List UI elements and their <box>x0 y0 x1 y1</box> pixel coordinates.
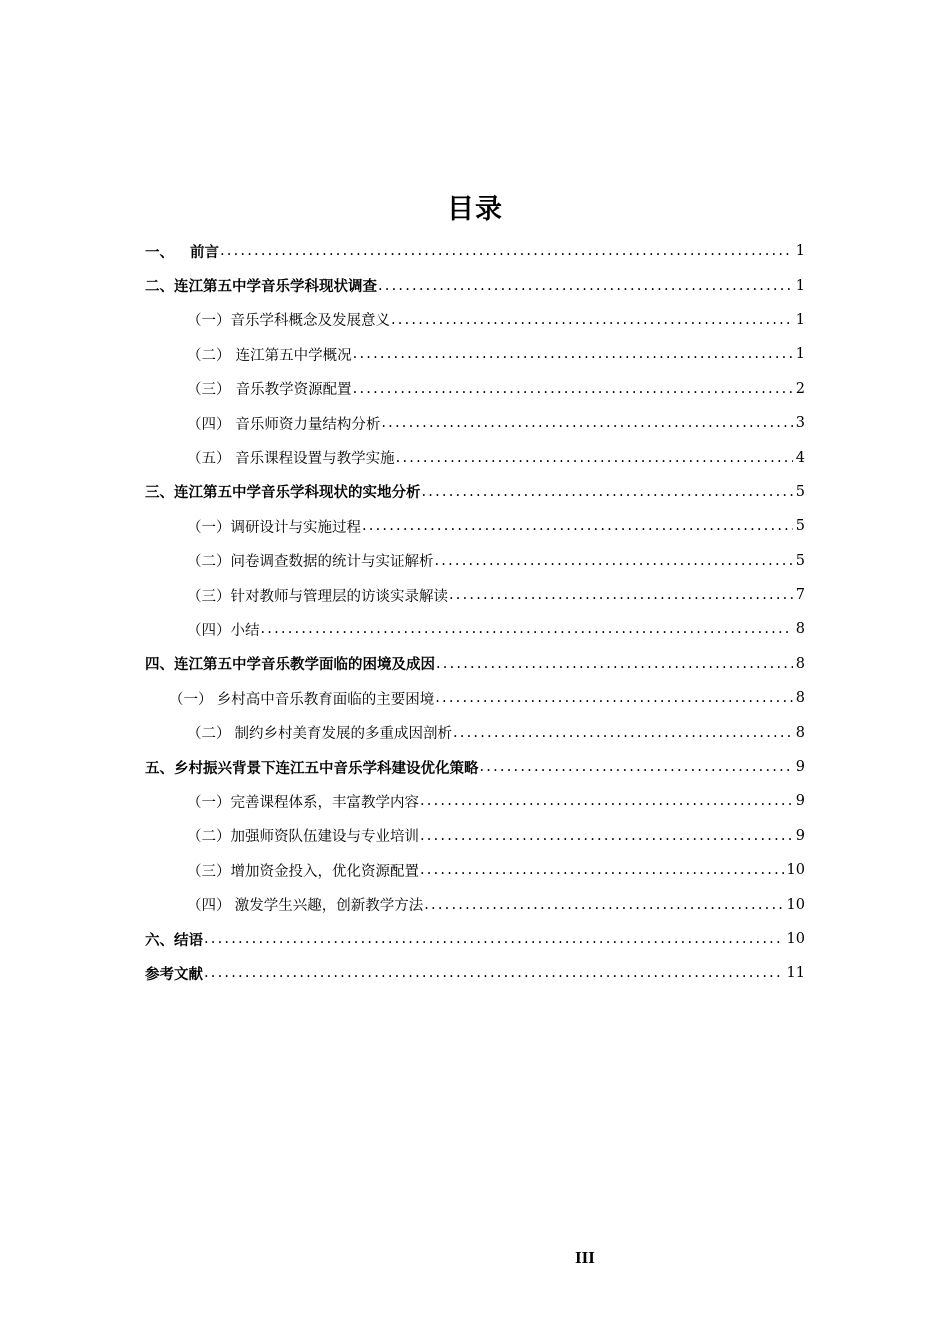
toc-entry-section-2[interactable] <box>145 268 805 302</box>
dot-leader <box>453 725 793 741</box>
toc-entry-text: 激发学生兴趣，创新教学方法 <box>234 898 424 915</box>
toc-entry-text: 音乐师资力量结构分析 <box>235 416 381 433</box>
toc-entry-text: （四）小结 <box>187 622 260 639</box>
toc-page-number: 7 <box>795 587 805 604</box>
toc-entry-number: （四） <box>187 898 231 915</box>
toc-entry-text: 音乐课程设置与教学实施 <box>235 451 395 468</box>
dot-leader <box>420 862 784 878</box>
toc-entry-text: 四、连江第五中学音乐教学面临的困境及成因 <box>145 657 435 674</box>
toc-entry-text: 音乐教学资源配置 <box>235 382 352 399</box>
toc-entry-number: （四） <box>187 416 231 433</box>
toc-page-number: 9 <box>795 793 805 810</box>
toc-page-number: 1 <box>795 311 805 328</box>
dot-leader <box>261 621 793 637</box>
toc-entry-section-3[interactable] <box>145 475 805 509</box>
toc-entry-text: 六、结语 <box>145 932 203 949</box>
toc-entry-references[interactable] <box>145 956 805 990</box>
toc-entry-2-5[interactable] <box>145 440 805 474</box>
toc-entry-5-1[interactable] <box>145 784 805 818</box>
toc-entry-number: （五） <box>187 451 231 468</box>
toc-page-number: 8 <box>795 690 805 707</box>
dot-leader <box>435 553 793 569</box>
dot-leader <box>204 965 784 981</box>
dot-leader <box>422 484 793 500</box>
toc-entry-2-4[interactable] <box>145 406 805 440</box>
toc-entry-section-5[interactable] <box>145 750 805 784</box>
toc-page-number: 9 <box>795 827 805 844</box>
toc-page-number: 8 <box>795 621 805 638</box>
toc-page-number: 1 <box>795 243 805 260</box>
toc-entry-number: （二） <box>187 726 231 743</box>
toc-entry-preface[interactable] <box>145 234 805 268</box>
toc-page-number: 11 <box>786 965 805 982</box>
dot-leader <box>220 243 793 259</box>
toc-page-number: 5 <box>795 552 805 569</box>
toc-entry-5-3[interactable] <box>145 853 805 887</box>
toc-entry-conclusion[interactable] <box>145 922 805 956</box>
toc-entry-text: （一）完善课程体系，丰富教学内容 <box>187 794 419 811</box>
toc-entry-number: 一、 <box>145 244 174 261</box>
toc-page-number: 10 <box>786 896 805 913</box>
toc-entry-text: 二、连江第五中学音乐学科现状调查 <box>145 279 377 296</box>
toc-page-number: 9 <box>795 759 805 776</box>
toc-entry-2-2[interactable] <box>145 337 805 371</box>
toc-page-number: 3 <box>795 415 805 432</box>
toc-entry-text: （三）增加资金投入，优化资源配置 <box>187 863 419 880</box>
table-of-contents <box>145 234 805 991</box>
toc-page-number: 5 <box>795 483 805 500</box>
toc-title: 目录 <box>447 194 503 225</box>
dot-leader <box>391 312 793 328</box>
dot-leader <box>435 690 793 706</box>
toc-entry-4-2[interactable] <box>145 715 805 749</box>
toc-entry-text: （二）加强师资队伍建设与专业培训 <box>187 829 419 846</box>
dot-leader <box>353 381 793 397</box>
dot-leader <box>436 656 793 672</box>
toc-entry-number: （二） <box>187 347 231 364</box>
toc-page-number: 4 <box>795 449 805 466</box>
toc-entry-4-1[interactable] <box>145 681 805 715</box>
toc-entry-3-2[interactable] <box>145 544 805 578</box>
toc-entry-2-1[interactable] <box>145 303 805 337</box>
toc-entry-text: 制约乡村美育发展的多重成因剖析 <box>234 726 452 743</box>
toc-entry-3-1[interactable] <box>145 509 805 543</box>
toc-entry-3-4[interactable] <box>145 612 805 646</box>
toc-entry-text: 三、连江第五中学音乐学科现状的实地分析 <box>145 485 421 502</box>
toc-entry-number: （一） <box>169 691 213 708</box>
toc-entry-number: （三） <box>187 382 231 399</box>
toc-page-number: 8 <box>795 724 805 741</box>
toc-entry-text: 参考文献 <box>145 966 203 983</box>
dot-leader <box>420 828 793 844</box>
toc-entry-text: （二）问卷调查数据的统计与实证解析 <box>187 554 434 571</box>
toc-page-number: 2 <box>795 380 805 397</box>
toc-entry-5-4[interactable] <box>145 887 805 921</box>
toc-page-number: 5 <box>795 518 805 535</box>
toc-page-number: 8 <box>795 655 805 672</box>
toc-page-number: 10 <box>786 862 805 879</box>
dot-leader <box>362 518 793 534</box>
toc-page-number: 1 <box>795 277 805 294</box>
dot-leader <box>353 346 793 362</box>
toc-entry-text: （三）针对教师与管理层的访谈实录解读 <box>187 588 448 605</box>
dot-leader <box>424 897 783 913</box>
dot-leader <box>396 450 793 466</box>
toc-entry-text: 乡村高中音乐教育面临的主要困境 <box>216 691 435 708</box>
toc-entry-text: 前言 <box>190 244 219 261</box>
toc-page-number: 10 <box>786 931 805 947</box>
toc-entry-5-2[interactable] <box>145 819 805 853</box>
toc-entry-text: （一）调研设计与实施过程 <box>187 519 361 536</box>
dot-leader <box>381 415 792 431</box>
dot-leader <box>204 931 784 947</box>
dot-leader <box>480 759 793 775</box>
toc-entry-2-3[interactable] <box>145 372 805 406</box>
toc-entry-section-4[interactable] <box>145 647 805 681</box>
page-footer-number: III <box>575 1248 595 1267</box>
toc-entry-text: 五、乡村振兴背景下连江五中音乐学科建设优化策略 <box>145 760 479 777</box>
dot-leader <box>378 278 793 294</box>
toc-entry-text: 连江第五中学概况 <box>235 347 352 364</box>
toc-page-number: 1 <box>795 346 805 363</box>
dot-leader <box>420 793 793 809</box>
toc-entry-text: （一）音乐学科概念及发展意义 <box>187 313 390 330</box>
toc-entry-3-3[interactable] <box>145 578 805 612</box>
dot-leader <box>449 587 793 603</box>
